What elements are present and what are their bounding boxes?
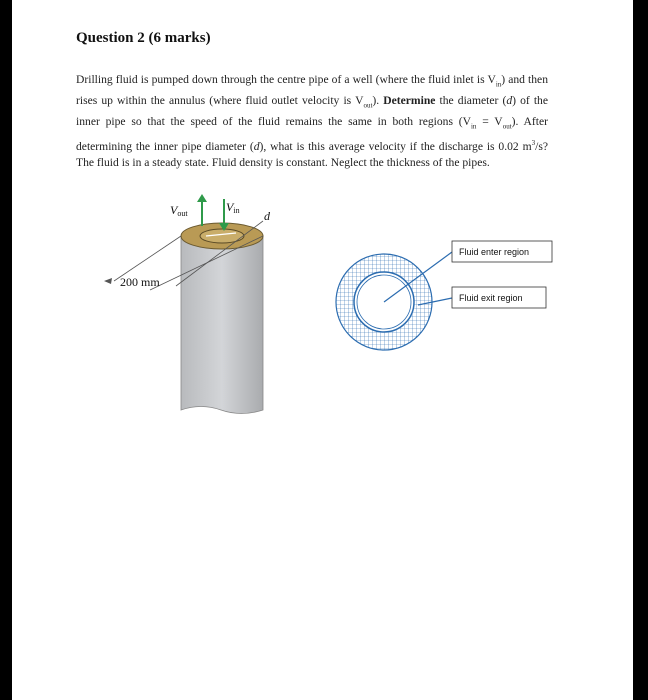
fluid-exit-label: Fluid exit region	[459, 293, 523, 303]
question-title: Question 2 (6 marks)	[76, 30, 211, 46]
v-out-label: Vout	[170, 203, 188, 218]
diameter-label: 200 mm	[120, 275, 160, 289]
v-in-label: Vin	[226, 200, 240, 215]
vout-arrowhead	[197, 194, 207, 202]
question-text: Drilling fluid is pumped down through the centre pipe of a well (where the fluid inlet is $V_{in}$) and then rises up within the annulus (where fluid outlet velocity is $V_{out}$). Determine the diameter (d) of the inner pipe so that the speed of the fluid remains the same in both regions $(V_{in} = V_{out})$. After determining the inner pipe diameter (d), what is this average velocity if the discharge is 0.02 $m^3/s$? The fluid is in a steady state. Fluid density is constant. Neglect the thickness of the pipes.	[76, 73, 549, 170]
pipe-body	[181, 236, 263, 414]
fluid-enter-label: Fluid enter region	[459, 247, 530, 257]
d-label: d	[264, 209, 270, 223]
